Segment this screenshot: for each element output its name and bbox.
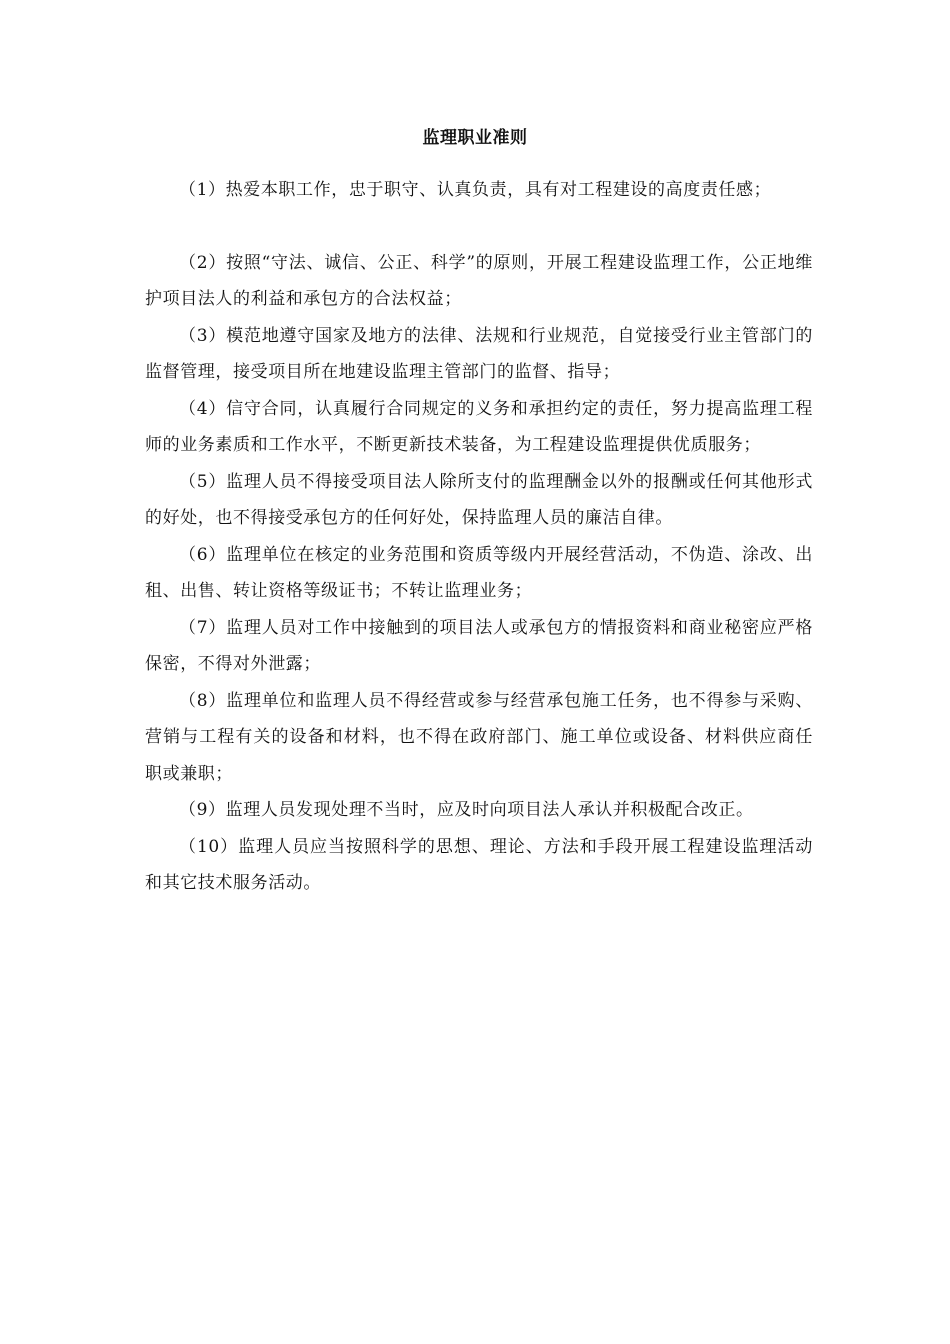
paragraph-5: （5）监理人员不得接受项目法人除所支付的监理酬金以外的报酬或任何其他形式的好处，也不得接受承包方的任何好处，保持监理人员的廉洁自律。 (145, 471, 813, 528)
paragraph-10: （10）监理人员应当按照科学的思想、理论、方法和手段开展工程建设监理活动和其它技术服务活动。 (145, 836, 813, 893)
paragraph-8: （8）监理单位和监理人员不得经营或参与经营承包施工任务，也不得参与采购、营销与工程有关的设备和材料，也不得在政府部门、施工单位或设备、材料供应商任职或兼职； (145, 690, 813, 784)
document-title: 监理职业准则 (422, 128, 528, 148)
paragraph-7: （7）监理人员对工作中接触到的项目法人或承包方的情报资料和商业秘密应严格保密，不得对外泄露； (145, 617, 813, 674)
paragraph-9: （9）监理人员发现处理不当时，应及时向项目法人承认并积极配合改正。 (179, 800, 754, 820)
paragraph-6: （6）监理单位在核定的业务范围和资质等级内开展经营活动，不伪造、涂改、出租、出售、转让资格等级证书；不转让监理业务； (145, 544, 813, 601)
paragraph-2: （2）按照“守法、诚信、公正、科学”的原则，开展工程建设监理工作，公正地维护项目法人的利益和承包方的合法权益； (145, 252, 813, 309)
paragraph-1: （1）热爱本职工作，忠于职守、认真负责，具有对工程建设的高度责任感； (179, 180, 772, 200)
paragraph-3: （3）模范地遵守国家及地方的法律、法规和行业规范，自觉接受行业主管部门的监督管理，接受项目所在地建设监理主管部门的监督、指导； (145, 325, 813, 382)
paragraph-4: （4）信守合同，认真履行合同规定的义务和承担约定的责任，努力提高监理工程师的业务素质和工作水平，不断更新技术装备，为工程建设监理提供优质服务； (145, 398, 813, 455)
document-body (145, 172, 813, 902)
